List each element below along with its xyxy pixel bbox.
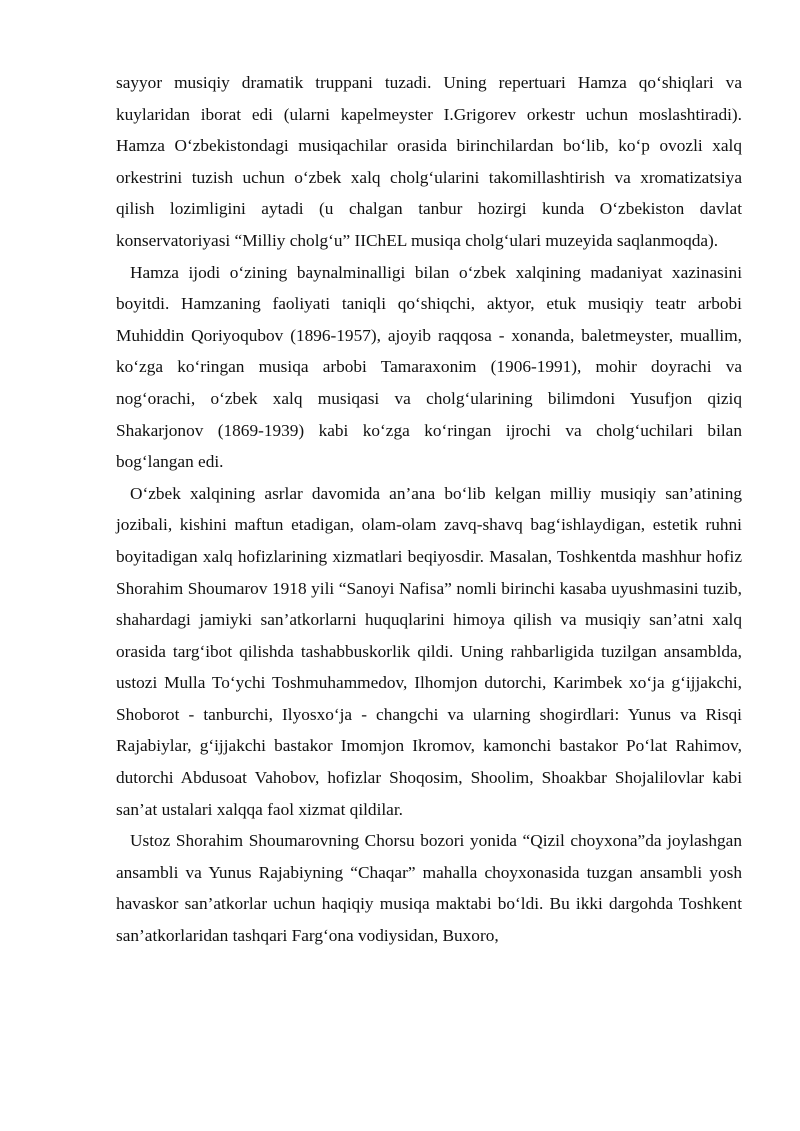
paragraph-continuation: sayyor musiqiy dramatik truppani tuzadi. Uning repertuari Hamza qo‘shiqlari va kuylaridan iborat edi (ularni kapelmeyster I.Grigorev orkestr uchun moslashtiradi). Hamza O‘zbekistondagi musiqachilar orasida birinchilardan bo‘lib, ko‘p ovozli xalq orkestrini tuzish uchun o‘zbek xalq cholg‘ularini takomillashtirish va xromatizatsiya qilish lozimligini aytadi (u chalgan tanbur hozirgi kunda O‘zbekiston davlat konservatoriyasi “Milliy cholg‘u” IIChEL musiqa cholg‘ulari muzeyida saqlanmoqda). xyxy=(116,73,742,250)
paragraph-folk-singers: O‘zbek xalqining asrlar davomida an’ana bo‘lib kelgan milliy musiqiy san’atining jozibali, kishini maftun etadigan, olam-olam zavq-shavq bag‘ishlaydigan, estetik ruhni boyitadigan xalq hofizlarining xizmatlari beqiyosdir. Masalan, Toshkentda mashhur hofiz Shorahim Shoumarov 1918 yili “Sanoyi Nafisa” nomli birinchi kasaba uyushmasini tuzib, shahardagi jamiyki san’atkorlarni huquqlarini himoya qilish va musiqiy san’atni xalq orasida targ‘ibot qilishda tashabbuskorlik qildi. Uning rahbarligida tuzilgan ansamblda, ustozi Mulla To‘ychi Toshmuhammedov, Ilhomjon dutorchi, Karimbek xo‘ja g‘ijjakchi, Shoborot - tanburchi, Ilyosxo‘ja - changchi va ularning shogirdlari: Yunus va Risqi Rajabiylar, g‘ijjakchi bastakor Imomjon Ikromov, kamonchi bastakor Po‘lat Rahimov, dutorchi Abdusoat Vahobov, hofizlar Shoqosim, Shoolim, Shoakbar Shojalilovlar kabi san’at ustalari xalqqa faol xizmat qildilar. xyxy=(116,483,742,819)
paragraph-hamza-legacy: Hamza ijodi o‘zining baynalminalligi bilan o‘zbek xalqining madaniyat xazinasini boyitdi. Hamzaning faoliyati taniqli qo‘shiqchi, aktyor, etuk musiqiy teatr arbobi Muhiddin Qoriyoqubov (1896-1957), ajoyib raqqosa - xonanda, baletmeyster, muallim, ko‘zga ko‘ringan musiqa arbobi Tamaraxonim (1906-1991), mohir doyrachi va nog‘orachi, o‘zbek xalq musiqasi va cholg‘ularining bilimdoni Yusufjon qiziq Shakarjonov (1869-1939) kabi ko‘zga ko‘ringan ijrochi va cholg‘uchilari bilan bog‘langan edi. xyxy=(116,262,742,472)
paragraph-ensembles: Ustoz Shorahim Shoumarovning Chorsu bozori yonida “Qizil choyxona”da joylashgan ansambli va Yunus Rajabiyning “Chaqar” mahalla choyxonasida tuzgan ansambli yosh havaskor san’atkorlar uchun haqiqiy musiqa maktabi bo‘ldi. Bu ikki dargohda Toshkent san’atkorlaridan tashqari Farg‘ona vodiysidan, Buxoro, xyxy=(116,831,742,946)
document-page xyxy=(116,67,742,952)
